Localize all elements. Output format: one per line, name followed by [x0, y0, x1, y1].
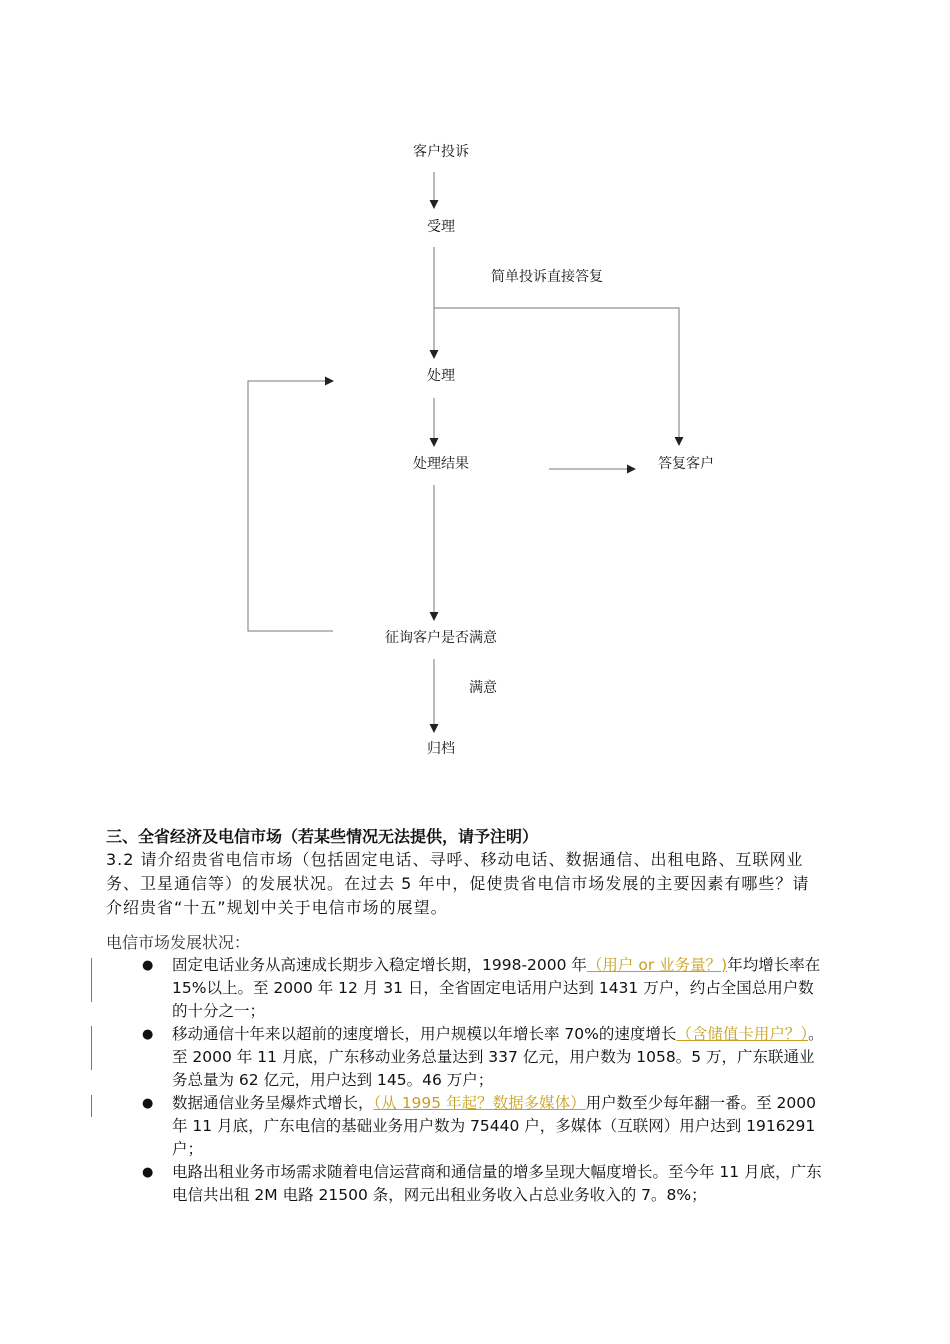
node-process: 处理: [427, 368, 455, 384]
item-text: 。至 2000 年 11 月底，广东移动业务总量达到 337 亿元，用户数为 1058。5 万，广东联通业务总量为 62 亿元，用户达到 145。46 万户；: [172, 1025, 824, 1089]
item-text: 年均增长率在 15%以上。至 2000 年 12 月 31 日，全省固定电话用户达到 1431 万户，约占全国总用户数的十分之一；: [172, 956, 821, 1020]
node-complaint: 客户投诉: [413, 144, 469, 160]
revision-bar: [91, 1095, 92, 1117]
item-text: 电路出租业务市场需求随着电信运营商和通信量的增多呈现大幅度增长。至今年 11 月底，广东电信共出租 2M 电路 21500 条，网元出租业务收入占总业务收入的 7。8%；: [172, 1163, 822, 1204]
bullet-icon: ●: [142, 1096, 154, 1111]
bullet-list: [106, 954, 826, 1207]
list-item: [106, 1023, 826, 1092]
inserted-note: （含储值卡用户？）: [676, 1025, 809, 1043]
bullet-icon: ●: [142, 1027, 154, 1042]
list-item: [106, 954, 826, 1023]
item-text: 移动通信十年来以超前的速度增长，用户规模以年增长率 70%的速度增长: [172, 1025, 677, 1043]
item-text: 数据通信业务呈爆炸式增长，: [172, 1094, 374, 1112]
label-simple-reply: 简单投诉直接答复: [491, 269, 603, 285]
revision-bar: [91, 1026, 92, 1070]
document-body: [106, 826, 826, 1207]
list-item: [106, 1161, 826, 1207]
section-heading: 三、全省经济及电信市场（若某些情况无法提供，请予注明）: [106, 827, 539, 846]
subheading: 电信市场发展状况：: [106, 933, 251, 952]
revision-bar: [91, 958, 92, 1002]
inserted-note: （从 1995 年起？数据多媒体）: [373, 1094, 586, 1112]
arrow-survey-feedback-loop: [248, 381, 333, 631]
question-paragraph: 3.2 请介绍贵省电信市场（包括固定电话、寻呼、移动电话、数据通信、出租电路、互联网业务、卫星通信等）的发展状况。在过去 5 年中，促使贵省电信市场发展的主要因素有哪些？请介绍贵省“十五”规划中关于电信市场的展望。: [106, 850, 810, 917]
list-item: [106, 1092, 826, 1161]
item-text: 固定电话业务从高速成长期步入稳定增长期，1998-2000 年: [172, 956, 587, 974]
node-accept: 受理: [427, 219, 455, 235]
node-reply: 答复客户: [658, 456, 714, 472]
node-archive: 归档: [427, 741, 455, 757]
label-satisfied: 满意: [469, 680, 497, 696]
node-result: 处理结果: [413, 456, 469, 472]
arrow-simple-reply-branch: [434, 308, 679, 445]
node-survey: 征询客户是否满意: [385, 630, 497, 646]
bullet-icon: ●: [142, 958, 154, 973]
item-text: 用户数至少每年翻一番。至 2000 年 11 月底，广东电信的基础业务用户数为 75440 户，多媒体（互联网）用户达到 1916291 户；: [172, 1094, 816, 1158]
bullet-icon: ●: [142, 1165, 154, 1180]
inserted-note: （用户 or 业务量？): [586, 956, 728, 974]
